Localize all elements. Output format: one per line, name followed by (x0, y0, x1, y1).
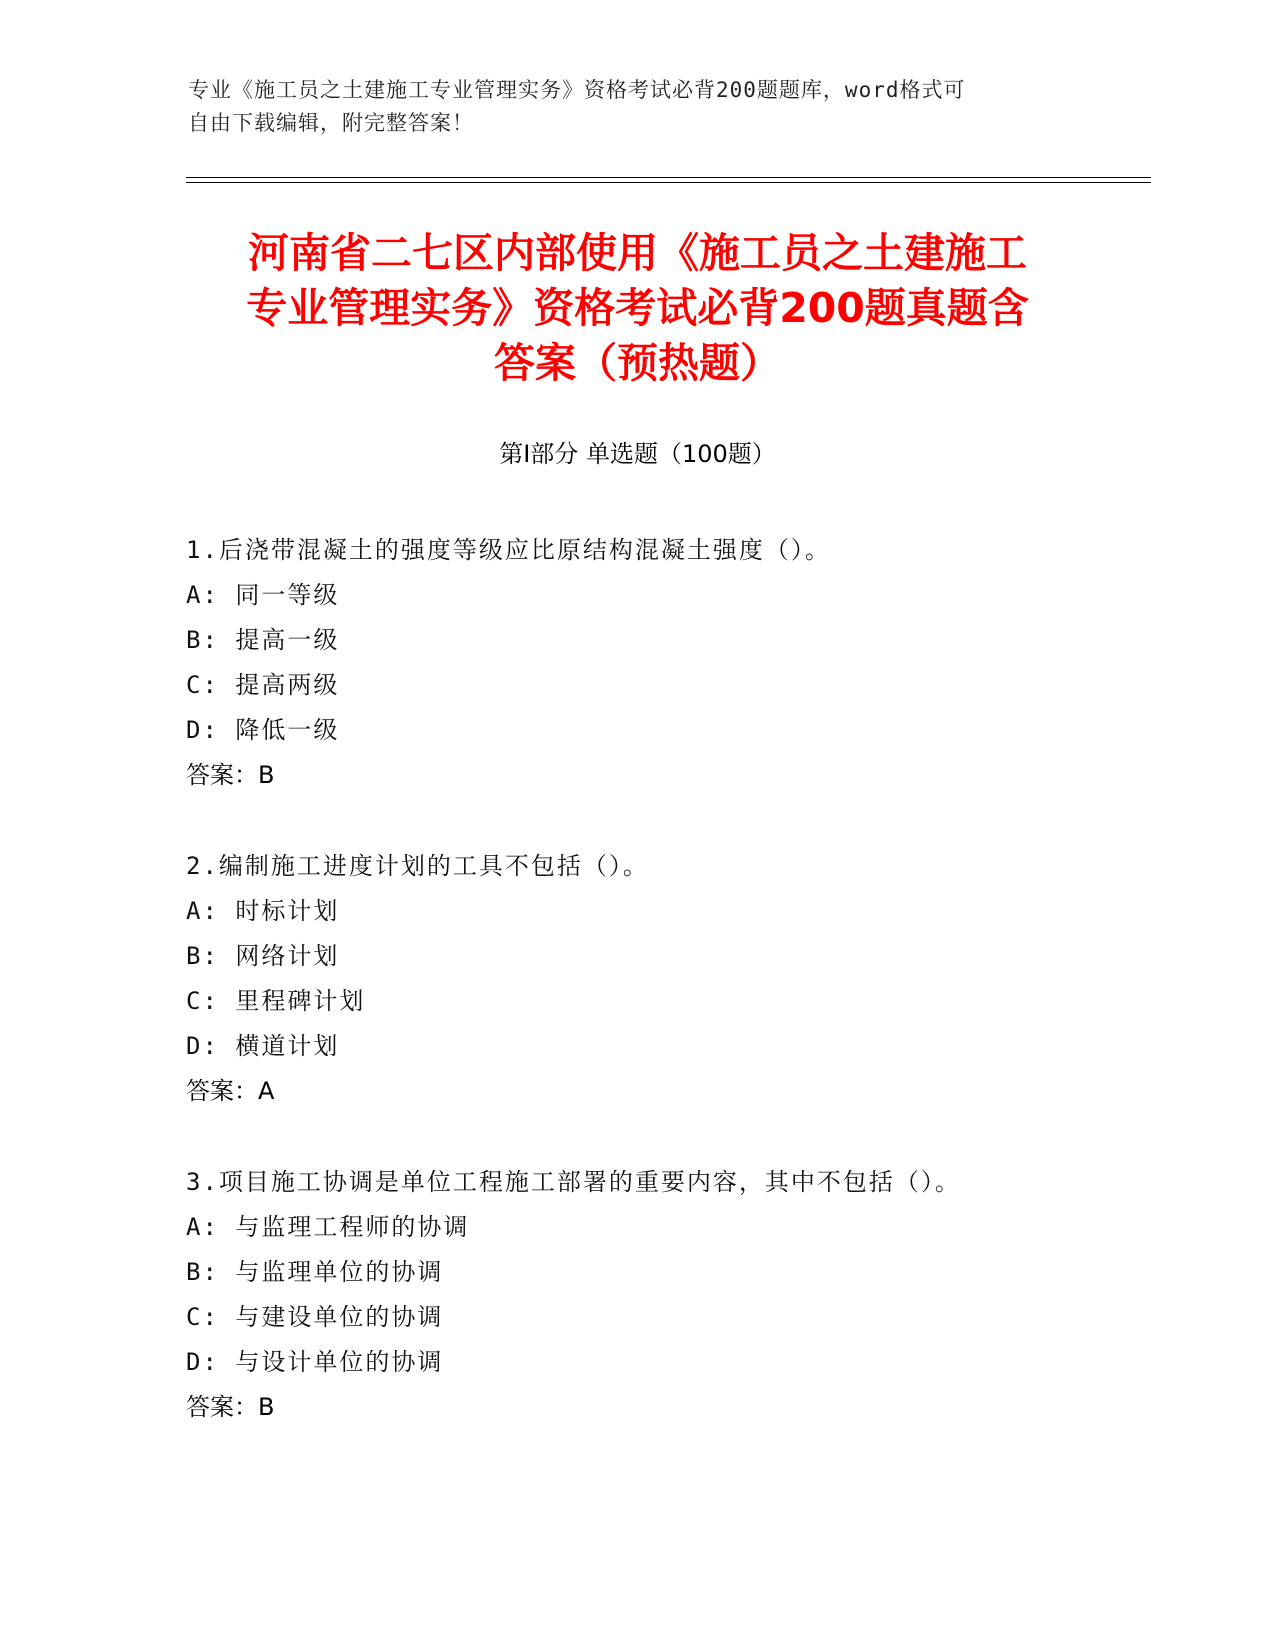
option-b: B: 网络计划 (186, 942, 340, 970)
option-a: A: 同一等级 (186, 581, 340, 609)
option-a: A: 与监理工程师的协调 (186, 1213, 470, 1241)
option-b: B: 与监理单位的协调 (186, 1258, 444, 1286)
question-2 (186, 844, 1146, 1114)
answer-line: 答案：B (186, 761, 275, 789)
header-note-line-2: 自由下载编辑，附完整答案！ (188, 111, 474, 135)
option-d: D: 降低一级 (186, 716, 340, 744)
header-note (188, 74, 1088, 140)
option-c: C: 与建设单位的协调 (186, 1303, 444, 1331)
question-3 (186, 1160, 1146, 1430)
question-stem: 3.项目施工协调是单位工程施工部署的重要内容，其中不包括（）。 (186, 1168, 961, 1196)
option-a: A: 时标计划 (186, 897, 340, 925)
document-title-line-1: 河南省二七区内部使用《施工员之土建施工 (248, 229, 1027, 277)
answer-line: 答案：A (186, 1077, 275, 1105)
document-title-line-3: 答案（预热题） (494, 339, 781, 387)
document-title (150, 226, 1125, 391)
header-note-line-1: 专业《施工员之土建施工专业管理实务》资格考试必背200题题库，word格式可 (188, 78, 966, 102)
question-1 (186, 528, 1146, 798)
header-divider-bottom (186, 182, 1151, 183)
option-d: D: 与设计单位的协调 (186, 1348, 444, 1376)
question-list (186, 528, 1146, 1476)
answer-line: 答案：B (186, 1393, 275, 1421)
option-c: C: 里程碑计划 (186, 987, 366, 1015)
question-stem: 2.编制施工进度计划的工具不包括（）。 (186, 852, 649, 880)
header-divider-top (186, 177, 1151, 178)
question-stem: 1.后浇带混凝土的强度等级应比原结构混凝土强度（）。 (186, 536, 831, 564)
option-c: C: 提高两级 (186, 671, 340, 699)
option-d: D: 横道计划 (186, 1032, 340, 1060)
section-heading: 第Ⅰ部分 单选题（100题） (499, 440, 776, 468)
option-b: B: 提高一级 (186, 626, 340, 654)
document-title-line-2: 专业管理实务》资格考试必背200题真题含 (246, 284, 1029, 332)
